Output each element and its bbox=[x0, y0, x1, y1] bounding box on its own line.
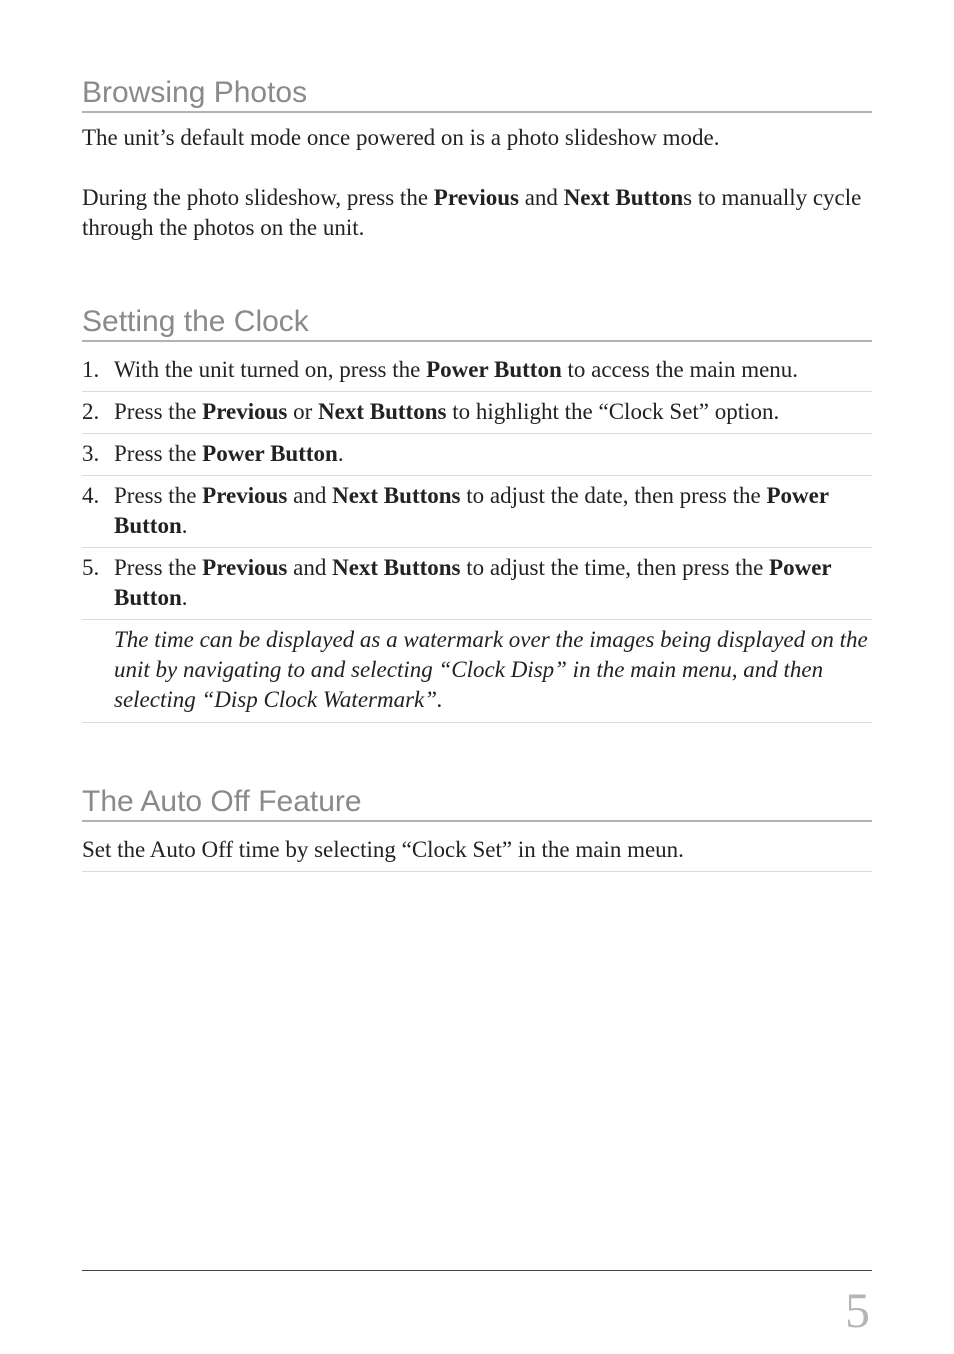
browsing-paragraph-1: The unit’s default mode once powered on is a photo slideshow mode. bbox=[82, 125, 720, 150]
section-heading-browsing-photos: Browsing Photos bbox=[82, 76, 872, 113]
step-number: 1. bbox=[82, 357, 100, 382]
browsing-paragraph-2 bbox=[82, 183, 872, 243]
text-run: and bbox=[518, 185, 564, 210]
clock-step-5 bbox=[82, 548, 872, 620]
clock-watermark-note: The time can be displayed as a watermark over the images being displayed on the unit by navigating to and selecting “Clock Disp” in the main menu, and then selecting “Disp Clock Watermark”. bbox=[82, 620, 872, 723]
step-text: Press the Previous and Next Buttons to adjust the time, then press the Power Button. bbox=[114, 555, 832, 610]
clock-step-2 bbox=[82, 392, 872, 434]
bold-text-run: Previous bbox=[433, 185, 519, 210]
clock-steps-list bbox=[82, 350, 872, 620]
section-heading-setting-the-clock: Setting the Clock bbox=[82, 305, 872, 342]
step-number: 3. bbox=[82, 441, 100, 466]
auto-off-text: Set the Auto Off time by selecting “Clock Set” in the main meun. bbox=[82, 830, 872, 872]
step-number: 5. bbox=[82, 555, 100, 580]
text-run: s to manually cycle through the photos on the unit. bbox=[82, 185, 862, 240]
step-text: Press the Power Button. bbox=[114, 441, 344, 466]
clock-step-4 bbox=[82, 476, 872, 548]
footer-divider bbox=[82, 1270, 872, 1271]
step-number: 4. bbox=[82, 483, 100, 508]
step-text: With the unit turned on, press the Power Button to access the main menu. bbox=[114, 357, 799, 382]
page-number: 5 bbox=[845, 1282, 870, 1338]
page-content bbox=[82, 0, 872, 872]
step-text: Press the Previous or Next Buttons to highlight the “Clock Set” option. bbox=[114, 399, 780, 424]
clock-step-3 bbox=[82, 434, 872, 476]
text-run: During the photo slideshow, press the bbox=[82, 185, 434, 210]
bold-text-run: Next Button bbox=[563, 185, 684, 210]
step-text: Press the Previous and Next Buttons to adjust the date, then press the Power Button. bbox=[114, 483, 829, 538]
step-number: 2. bbox=[82, 399, 100, 424]
clock-step-1 bbox=[82, 350, 872, 392]
section-heading-auto-off: The Auto Off Feature bbox=[82, 785, 872, 822]
